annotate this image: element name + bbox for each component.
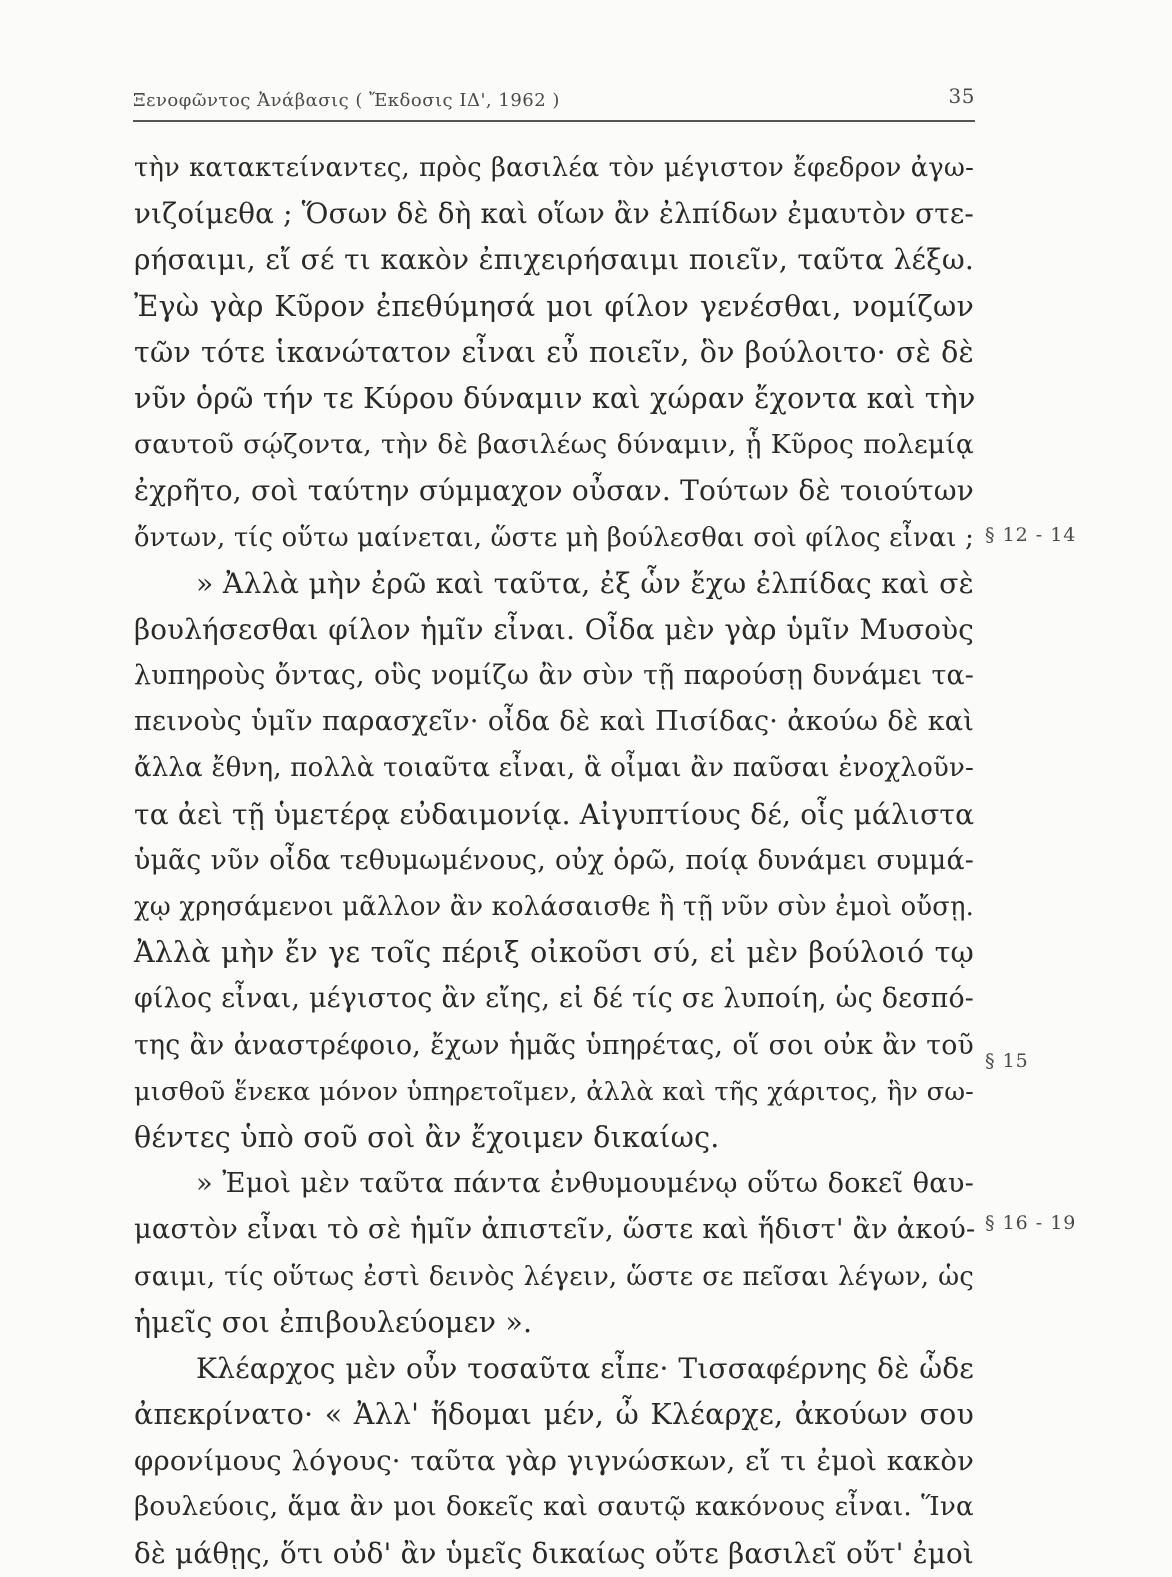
text-line: της ἂν ἀναστρέφοιο, ἔχων ἡμᾶς ὑπηρέτας, οἵ σοι οὐκ ἂν τοῦ <box>134 1029 974 1061</box>
text-line: νῦν ὁρῶ τήν τε Κύρου δύναμιν καὶ χώραν ἔχοντα καὶ τὴν <box>134 381 976 415</box>
text-line: λυπηροὺς ὄντας, οὓς νομίζω ἂν σὺν τῇ παρούσῃ δυνάμει τα- <box>134 660 974 692</box>
text-line: τα ἀεὶ τῇ ὑμετέρᾳ εὐδαιμονίᾳ. Αἰγυπτίους δέ, οἷς μάλιστα <box>134 797 975 831</box>
text-line: ἀπεκρίνατο· « Ἀλλ' ἥδομαι μέν, ὦ Κλέαρχε, ἀκούων σου <box>134 1398 974 1432</box>
text-line: » Ἀλλὰ μὴν ἐρῶ καὶ ταῦτα, ἐξ ὧν ἔχω ἐλπίδας καὶ σὲ <box>196 566 974 600</box>
text-line: δὲ μάθῃς, ὅτι οὐδ' ἂν ὑμεῖς δικαίως οὔτε βασιλεῖ οὔτ' ἐμοὶ <box>134 1536 974 1570</box>
text-line: ἡμεῖς σοι ἐπιβουλεύομεν ». <box>134 1305 533 1339</box>
text-line: βουλήσεσθαι φίλον ἡμῖν εἶναι. Οἶδα μὲν γὰρ ὑμῖν Μυσοὺς <box>134 612 974 646</box>
text-line: Ἀλλὰ μὴν ἔν γε τοῖς πέριξ οἰκοῦσι σύ, εἰ μὲν βούλοιό τῳ <box>134 936 974 970</box>
page-number: 35 <box>948 84 975 108</box>
text-line: μαστὸν εἶναι τὸ σὲ ἡμῖν ἀπιστεῖν, ὥστε καὶ ἥδιστ' ἂν ἀκού- <box>134 1214 976 1246</box>
body-text <box>134 145 974 1577</box>
text-line: μισθοῦ ἕνεκα μόνον ὑπηρετοῖμεν, ἀλλὰ καὶ τῆς χάριτος, ἣν σω- <box>134 1076 974 1107</box>
text-line: χῳ χρησάμενοι μᾶλλον ἂν κολάσαισθε ἢ τῇ νῦν σὺν ἐμοὶ οὔσῃ. <box>134 892 974 922</box>
text-line: τῶν τότε ἱκανώτατον εἶναι εὖ ποιεῖν, ὃν βούλοιτο· σὲ δὲ <box>134 335 974 369</box>
text-line: σαυτοῦ σῴζοντα, τὴν δὲ βασιλέως δύναμιν, ᾗ Κῦρος πολεμίᾳ <box>134 429 974 461</box>
text-line: Ἐγὼ γὰρ Κῦρον ἐπεθύμησά μοι φίλον γενέσθαι, νομίζων <box>134 289 974 323</box>
section-marker: § 15 <box>985 1050 1029 1072</box>
text-line: ὑμᾶς νῦν οἶδα τεθυμωμένους, οὐχ ὁρῶ, ποίᾳ δυνάμει συμμά- <box>134 844 974 876</box>
section-marker: § 12 - 14 <box>985 524 1077 546</box>
text-line: νιζοίμεθα ; Ὅσων δὲ δὴ καὶ οἵων ἂν ἐλπίδων ἐμαυτὸν στε- <box>134 197 974 231</box>
text-line: ρήσαιμι, εἴ σέ τι κακὸν ἐπιχειρήσαιμι ποιεῖν, ταῦτα λέξω. <box>134 243 974 277</box>
text-line: » Ἐμοὶ μὲν ταῦτα πάντα ἐνθυμουμένῳ οὕτω δοκεῖ θαυ- <box>196 1168 974 1200</box>
text-line: φίλος εἶναι, μέγιστος ἂν εἴης, εἰ δέ τίς σε λυποίη, ὡς δεσπό- <box>134 983 974 1015</box>
text-line: πεινοὺς ὑμῖν παρασχεῖν· οἶδα δὲ καὶ Πισίδας· ἀκούω δὲ καὶ <box>134 706 974 738</box>
page-header <box>133 84 975 116</box>
header-rule <box>133 120 975 122</box>
text-line: ἐχρῆτο, σοὶ ταύτην σύμμαχον οὖσαν. Τούτων δὲ τοιούτων <box>134 474 974 508</box>
text-line: σαιμι, τίς οὕτως ἐστὶ δεινὸς λέγειν, ὥστε σε πεῖσαι λέγων, ὡς <box>134 1261 974 1292</box>
text-line: ἄλλα ἔθνη, πολλὰ τοιαῦτα εἶναι, ἃ οἶμαι ἂν παῦσαι ἐνοχλοῦν- <box>134 753 974 784</box>
running-title: Ξενοφῶντος Ἀνάβασις ( Ἔκδοσις ΙΔ', 1962 ) <box>133 90 560 111</box>
text-line: Κλέαρχος μὲν οὖν τοσαῦτα εἶπε· Τισσαφέρνης δὲ ὧδε <box>196 1351 974 1385</box>
section-marker: § 16 - 19 <box>985 1212 1077 1234</box>
text-line: τὴν κατακτείναντες, πρὸς βασιλέα τὸν μέγιστον ἔφεδρον ἀγω- <box>134 153 974 183</box>
text-line: βουλεύοις, ἅμα ἂν μοι δοκεῖς καὶ σαυτῷ κακόνους εἶναι. Ἵνα <box>134 1492 974 1523</box>
text-line: ὄντων, τίς οὕτω μαίνεται, ὥστε μὴ βούλεσθαι σοὶ φίλος εἶναι ; <box>134 522 974 553</box>
text-line: θέντες ὑπὸ σοῦ σοὶ ἂν ἔχοιμεν δικαίως. <box>134 1120 720 1154</box>
text-line: φρονίμους λόγους· ταῦτα γὰρ γιγνώσκων, εἴ τι ἐμοὶ κακὸν <box>134 1445 974 1478</box>
